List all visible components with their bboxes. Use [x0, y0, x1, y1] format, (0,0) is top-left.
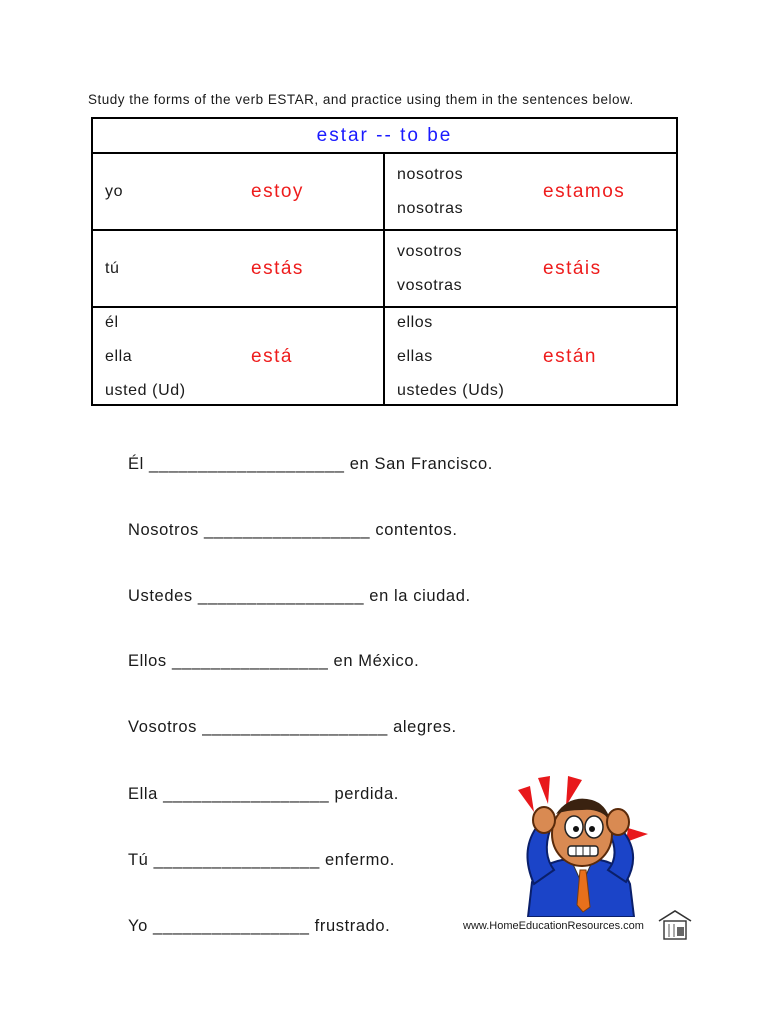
instructions-text: Study the forms of the verb ESTAR, and practice using them in the sentences below. [88, 92, 634, 107]
sentence-1: Él ____________________ en San Francisco. [128, 455, 493, 473]
stressed-man-illustration [510, 772, 660, 917]
form-esta: está [251, 346, 293, 367]
sentence-6: Ella _________________ perdida. [128, 785, 399, 803]
form-estais: estáis [543, 258, 602, 279]
table-header: estar -- to be [92, 118, 677, 153]
pronoun-ellas: ellas [397, 348, 433, 365]
sentence-7: Tú _________________ enfermo. [128, 851, 395, 869]
pronoun-nosotras: nosotras [397, 200, 464, 217]
form-estan: están [543, 346, 597, 367]
sentence-4: Ellos ________________ en México. [128, 652, 420, 670]
form-estas: estás [251, 258, 304, 279]
footer-website-link[interactable]: www.HomeEducationResources.com [463, 920, 644, 932]
pronoun-ellos: ellos [397, 314, 433, 331]
cell-vosotros [384, 230, 677, 307]
sentence-5: Vosotros ___________________ alegres. [128, 718, 457, 736]
home-education-logo-icon [657, 909, 693, 941]
pronoun-vosotros: vosotros [397, 243, 463, 260]
pronoun-el: él [105, 314, 119, 331]
cell-nosotros [384, 153, 677, 230]
sentence-3: Ustedes _________________ en la ciudad. [128, 587, 471, 605]
cell-yo [92, 153, 384, 230]
pronoun-yo: yo [105, 183, 124, 200]
cell-tu [92, 230, 384, 307]
cell-ellos [384, 307, 677, 405]
pronoun-vosotras: vosotras [397, 277, 463, 294]
pronoun-tu: tú [105, 260, 120, 277]
pronoun-ustedes: ustedes (Uds) [397, 382, 505, 399]
conjugation-table [91, 117, 678, 406]
sentence-8: Yo ________________ frustrado. [128, 917, 391, 935]
pronoun-usted: usted (Ud) [105, 382, 186, 399]
sentence-2: Nosotros _________________ contentos. [128, 521, 458, 539]
pronoun-ella: ella [105, 348, 133, 365]
form-estoy: estoy [251, 181, 304, 202]
cell-el [92, 307, 384, 405]
form-estamos: estamos [543, 181, 626, 202]
pronoun-nosotros: nosotros [397, 166, 464, 183]
